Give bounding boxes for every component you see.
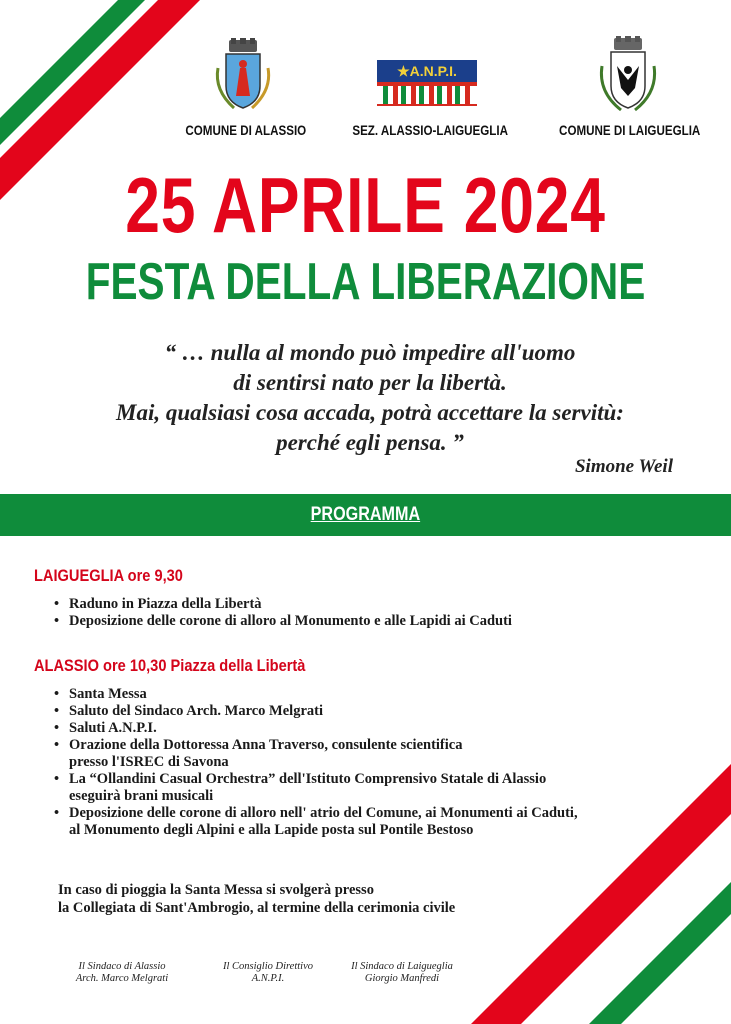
list-item: • Deposizione delle corone di alloro al Monumento e alle Lapidi ai Caduti	[52, 613, 512, 630]
list-item: • Deposizione delle corone di alloro nell' atrio del Comune, ai Monumenti ai Caduti, al Monumento degli Alpini e alla Lapide posta sul Pontile Bestoso	[52, 805, 578, 839]
quote-line: di sentirsi nato per la libertà.	[233, 370, 507, 395]
rain-note-line: la Collegiata di Sant'Ambrogio, al termine della cerimonia civile	[58, 900, 456, 916]
laigueglia-coat-of-arms-icon	[595, 36, 661, 116]
quote	[40, 338, 700, 458]
quote-line: Mai, qualsiasi cosa accada, potrà accettare la servitù:	[116, 400, 624, 425]
rain-note	[58, 881, 455, 917]
quote-author: Simone Weil	[574, 456, 673, 477]
signature-sindaco-laigueglia: Il Sindaco di Laigueglia Giorgio Manfredi	[351, 961, 453, 984]
rain-note-line: In caso di pioggia la Santa Messa si svolgerà presso	[58, 882, 374, 898]
event-date-title: 25 APRILE 2024	[125, 161, 606, 249]
anpi-logo-icon	[377, 60, 477, 106]
list-item: • Saluti A.N.P.I.	[52, 720, 578, 737]
quote-line: perché egli pensa. ”	[276, 430, 464, 455]
list-item: • La “Ollandini Casual Orchestra” dell'Istituto Comprensivo Statale di Alassio eseguirà brani musicali	[52, 771, 578, 805]
signature-sindaco-alassio: Il Sindaco di Alassio Arch. Marco Melgrati	[75, 961, 169, 984]
list-item: • Saluto del Sindaco Arch. Marco Melgrati	[52, 703, 578, 720]
org-label-anpi-section: SEZ. ALASSIO-LAIGUEGLIA	[352, 123, 508, 138]
alassio-coat-of-arms-icon	[212, 38, 274, 114]
quote-line: “ … nulla al mondo può impedire all'uomo	[164, 340, 576, 365]
signature-anpi: Il Consiglio Direttivo A.N.P.I.	[222, 961, 314, 984]
section-heading-laigueglia: LAIGUEGLIA ore 9,30	[34, 566, 183, 585]
laigueglia-program-list	[52, 596, 512, 630]
list-item: • Orazione della Dottoressa Anna Traverso, consulente scientifica presso l'ISREC di Savona	[52, 737, 578, 771]
org-label-comune-laigueglia: COMUNE DI LAIGUEGLIA	[559, 123, 701, 138]
program-band	[0, 494, 731, 536]
alassio-program-list	[52, 686, 578, 839]
event-subtitle: FESTA DELLA LIBERAZIONE	[85, 253, 646, 311]
list-item: • Santa Messa	[52, 686, 578, 703]
program-label: PROGRAMMA	[310, 504, 421, 525]
section-heading-alassio: ALASSIO ore 10,30 Piazza della Libertà	[34, 656, 306, 675]
list-item: • Raduno in Piazza della Libertà	[52, 596, 512, 613]
org-label-comune-alassio: COMUNE DI ALASSIO	[185, 123, 307, 138]
anpi-logo-text: ★A.N.P.I.	[397, 63, 457, 79]
